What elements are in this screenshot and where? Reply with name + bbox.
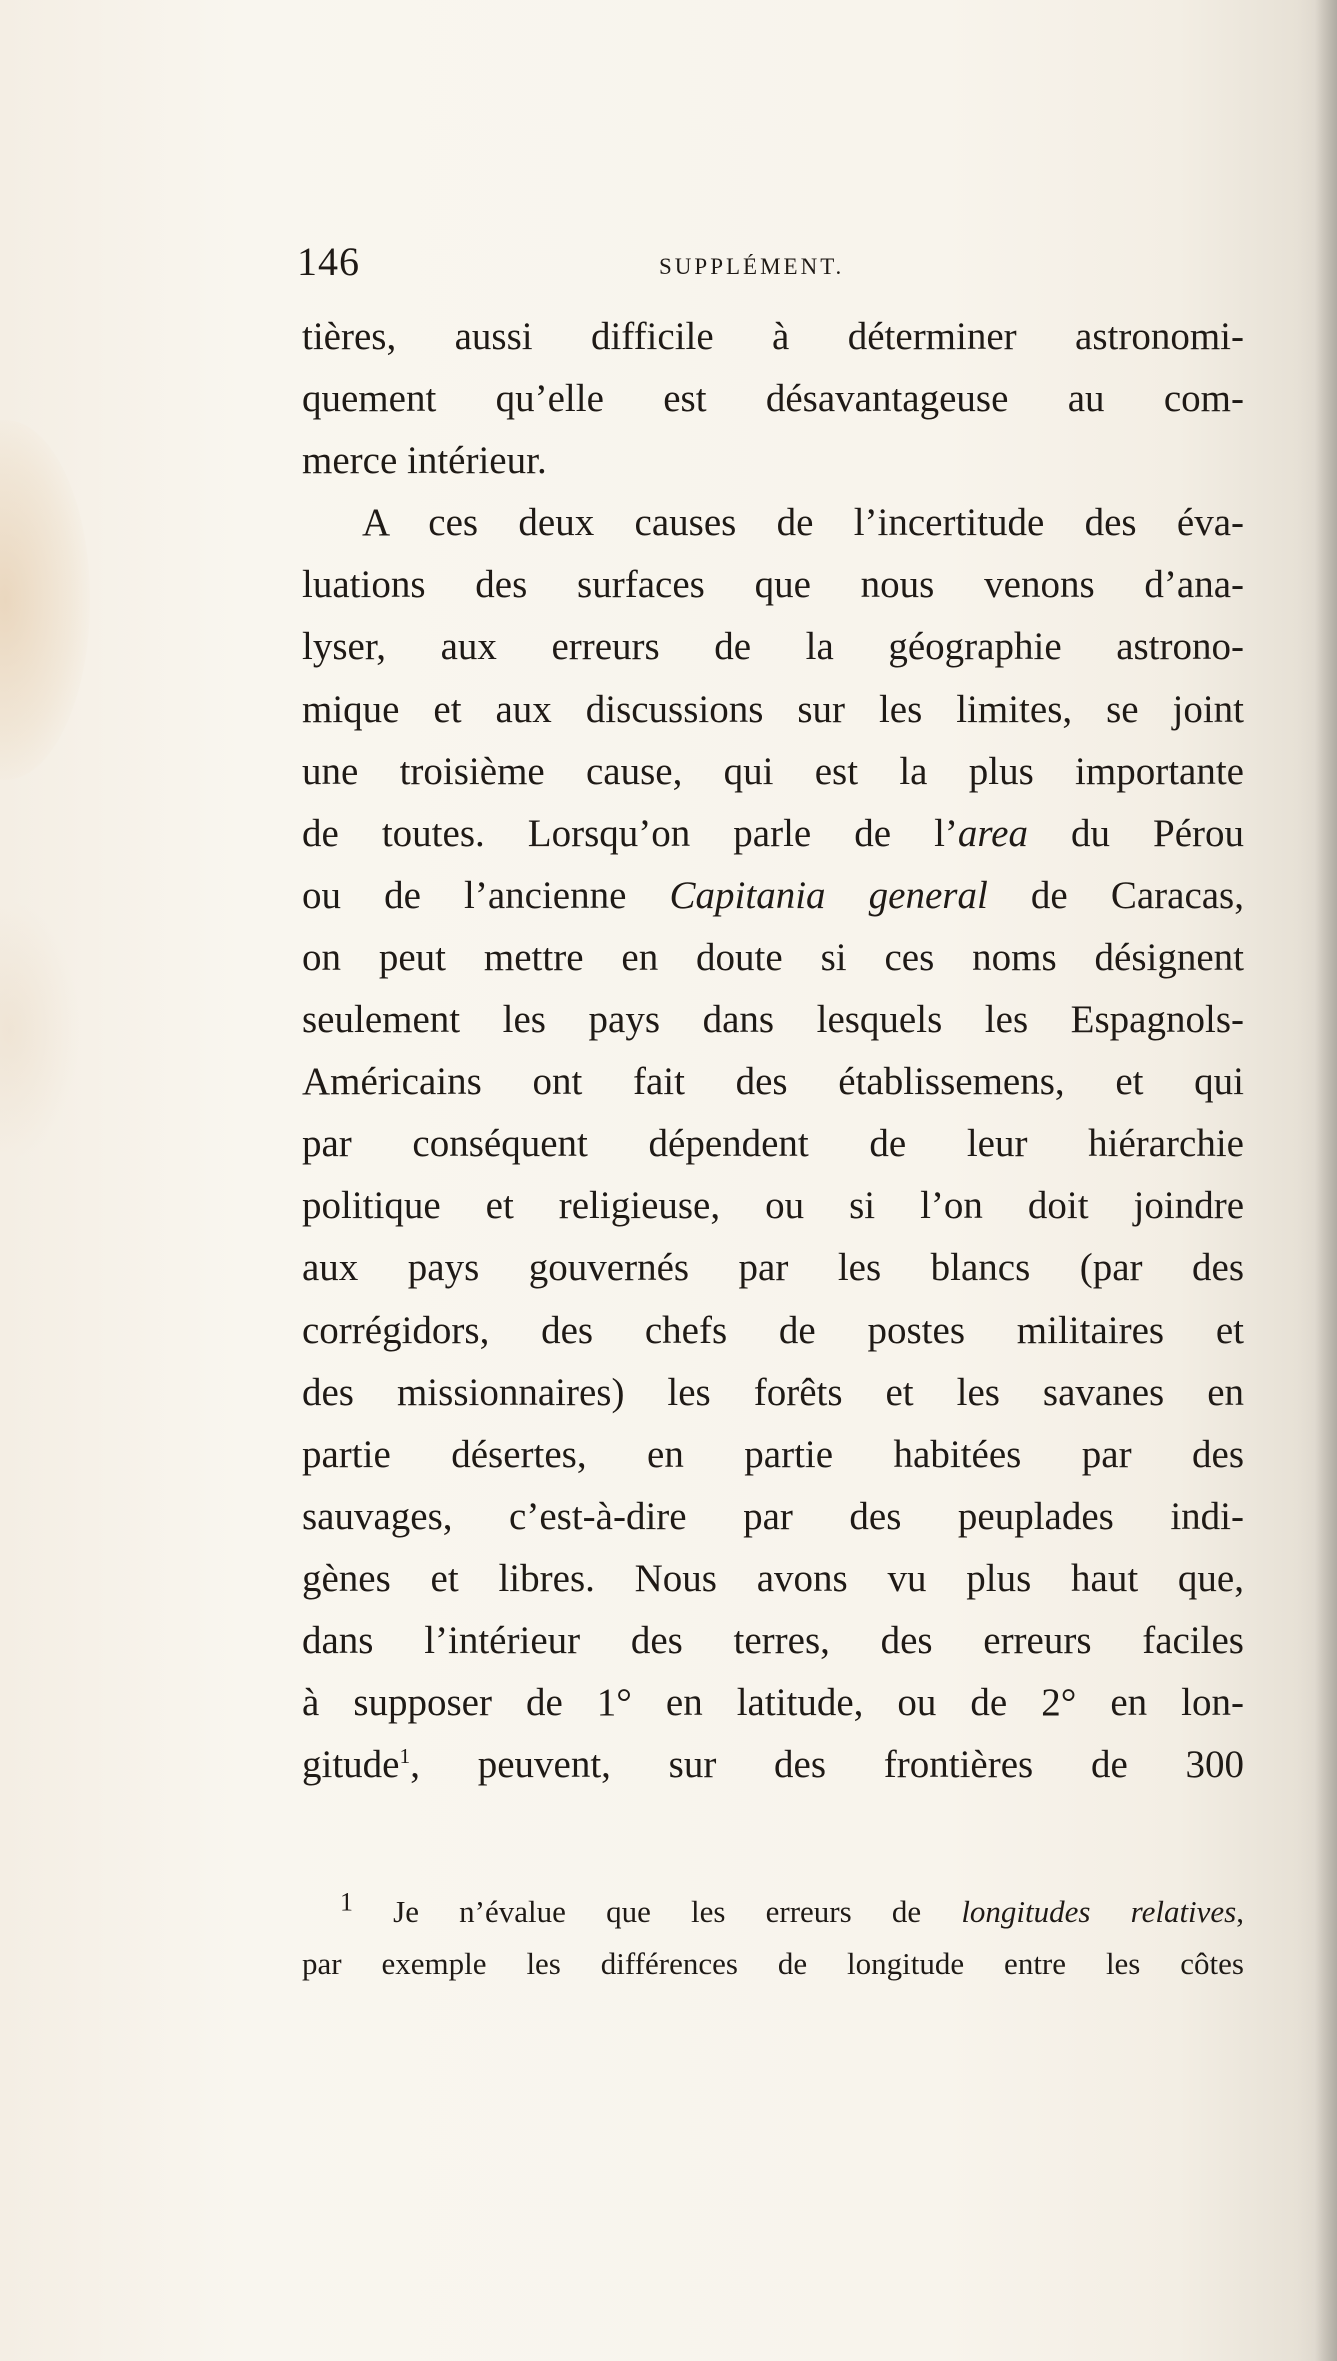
text-line: politique et religieuse, ou si l’on doit joindre [302, 1184, 1244, 1228]
text-line: mique et aux discussions sur les limites, se joint [302, 687, 1244, 731]
italic-term: Capitania general [669, 873, 988, 917]
page-header [297, 238, 1247, 298]
text-line: seulement les pays dans lesquels les Espagnols- [302, 998, 1244, 1042]
text-line [302, 865, 1244, 927]
text-segment: ou de l’ancienne [302, 873, 670, 917]
text-segment: de Caracas, [987, 873, 1244, 917]
text-line [302, 1734, 1244, 1796]
text-line: corrégidors, des chefs de postes militaires et [302, 1308, 1244, 1352]
text-line: A ces deux causes de l’incertitude des éva- [362, 501, 1244, 545]
footnote [302, 1886, 1244, 1990]
text-line: dans l’intérieur des terres, des erreurs faciles [302, 1618, 1244, 1662]
italic-term: longitudes relatives [961, 1894, 1237, 1929]
text-line: sauvages, c’est-à-dire par des peuplades indi- [302, 1494, 1244, 1538]
text-line: à supposer de 1° en latitude, ou de 2° en lon- [302, 1681, 1244, 1725]
text-line: partie désertes, en partie habitées par des [302, 1432, 1244, 1476]
text-line: une troisième cause, qui est la plus importante [302, 749, 1244, 793]
footnote-marker: 1 [340, 1887, 353, 1917]
text-segment: de toutes. Lorsqu’on parle de l’ [302, 811, 958, 855]
footnote-line: par exemple les différences de longitude entre les côtes [302, 1946, 1244, 1981]
running-head: SUPPLÉMENT. [659, 254, 845, 279]
text-segment: Je n’évalue que les erreurs de [353, 1894, 962, 1929]
text-line: luations des surfaces que nous venons d’ana- [302, 563, 1244, 607]
paper-stain [0, 420, 90, 780]
text-line: Américains ont fait des établissemens, et qui [302, 1060, 1244, 1104]
footnote-reference: 1 [399, 1744, 411, 1769]
text-segment: , [1236, 1894, 1244, 1929]
text-segment: du Pérou [1027, 811, 1244, 855]
text-line: lyser, aux erreurs de la géographie astrono- [302, 625, 1244, 669]
text-line: merce intérieur. [302, 439, 547, 483]
italic-term: area [957, 811, 1028, 855]
text-line: aux pays gouvernés par les blancs (par des [302, 1246, 1244, 1290]
page-number: 146 [297, 239, 360, 284]
text-line: on peut mettre en doute si ces noms désignent [302, 935, 1244, 979]
body-text [302, 306, 1244, 1796]
text-line: quement qu’elle est désavantageuse au com- [302, 377, 1244, 421]
text-line: par conséquent dépendent de leur hiérarchie [302, 1122, 1244, 1166]
text-segment: gitude [302, 1743, 400, 1787]
text-line: tières, aussi difficile à déterminer astronomi- [302, 315, 1244, 358]
text-line: gènes et libres. Nous avons vu plus haut que, [302, 1556, 1244, 1600]
paper-stain [0, 900, 80, 1160]
footnote-line [302, 1886, 1244, 1938]
page-gutter-shadow [1315, 0, 1337, 2361]
text-line [302, 803, 1244, 865]
text-segment: , peuvent, sur des frontières de 300 [410, 1743, 1244, 1787]
text-line: des missionnaires) les forêts et les savanes en [302, 1370, 1244, 1414]
